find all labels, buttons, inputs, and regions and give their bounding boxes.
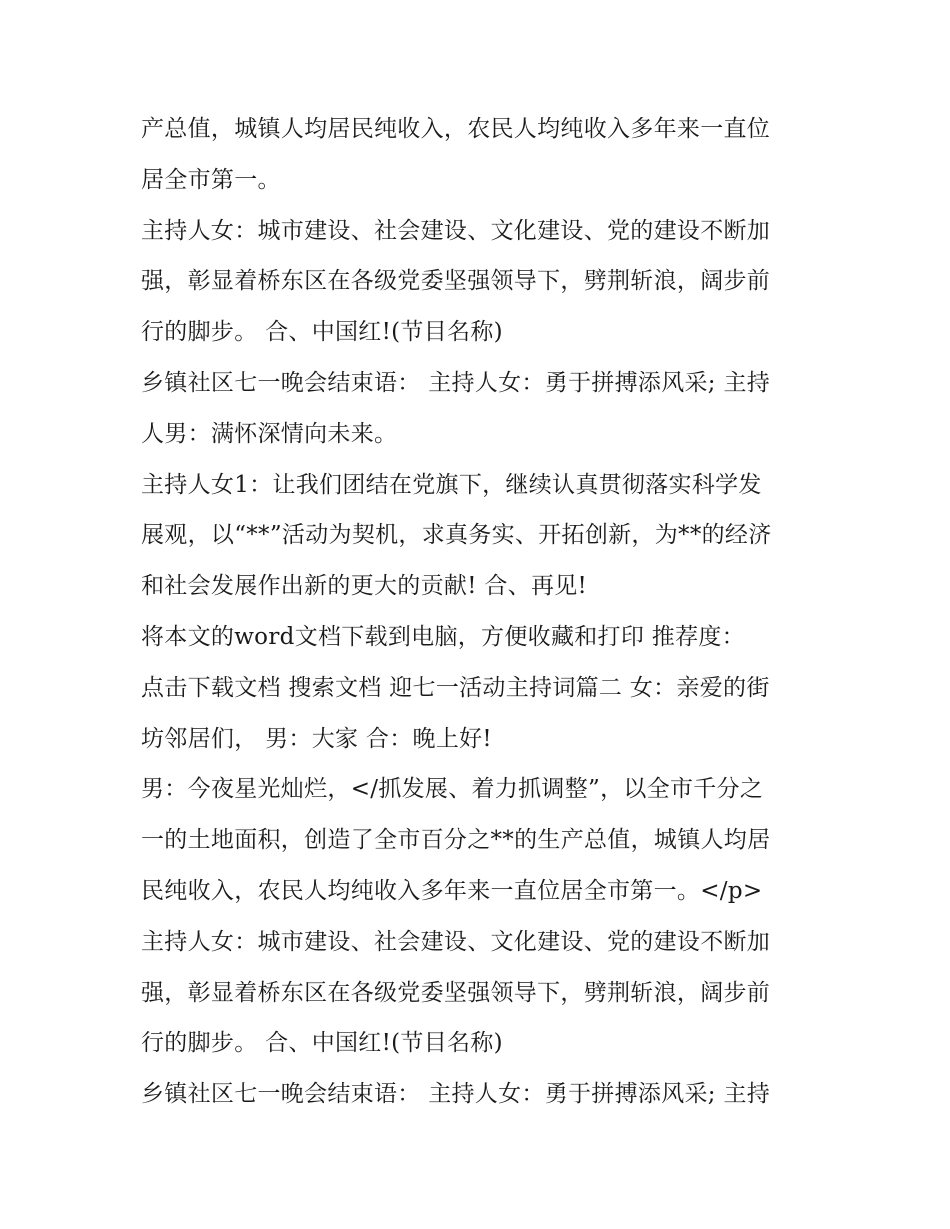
text-line: 男：今夜星光灿烂，</抓发展、着力抓调整”，以全市千分之 (141, 776, 764, 803)
text-line: 乡镇社区七一晚会结束语： 主持人女：勇于拼搏添风采; 主持 (141, 1081, 771, 1108)
text-line: 强，彰显着桥东区在各级党委坚强领导下，劈荆斩浪，阔步前 (141, 268, 771, 295)
text-line: 产总值，城镇人均居民纯收入，农民人均纯收入多年来一直位 (141, 116, 771, 142)
text-line: 和社会发展作出新的更大的贡献! 合、再见! (141, 573, 588, 600)
text-line: 一的土地面积，创造了全市百分之**的生产总值，城镇人均居 (141, 827, 771, 854)
text-line: 点击下载文档 搜索文档 迎七一活动主持词篇二 女：亲爱的街 (141, 674, 770, 701)
text-line: 强，彰显着桥东区在各级党委坚强领导下，劈荆斩浪，阔步前 (141, 979, 771, 1006)
document-body (141, 104, 821, 1120)
text-line: 坊邻居们， 男：大家 合：晚上好! (141, 725, 492, 752)
text-line: 将本文的word文档下载到电脑，方便收藏和打印 推荐度： (141, 623, 745, 650)
text-line: 主持人女1：让我们团结在党旗下，继续认真贯彻落实科学发 (141, 471, 762, 498)
text-line: 行的脚步。 合、中国红!(节目名称) (141, 1030, 503, 1057)
text-line: 人男：满怀深情向未来。 (141, 420, 398, 447)
text-line: 展观，以“**”活动为契机，求真务实、开拓创新，为**的经济 (141, 522, 772, 549)
text-line: 主持人女：城市建设、社会建设、文化建设、党的建设不断加 (141, 928, 771, 955)
text-line: 乡镇社区七一晚会结束语： 主持人女：勇于拼搏添风采; 主持 (141, 369, 771, 396)
text-line: 行的脚步。 合、中国红!(节目名称) (141, 319, 503, 346)
text-line: 主持人女：城市建设、社会建设、文化建设、党的建设不断加 (141, 217, 771, 244)
text-line: 居全市第一。 (141, 166, 281, 193)
text-line: 民纯收入，农民人均纯收入多年来一直位居全市第一。</p> (141, 877, 763, 904)
